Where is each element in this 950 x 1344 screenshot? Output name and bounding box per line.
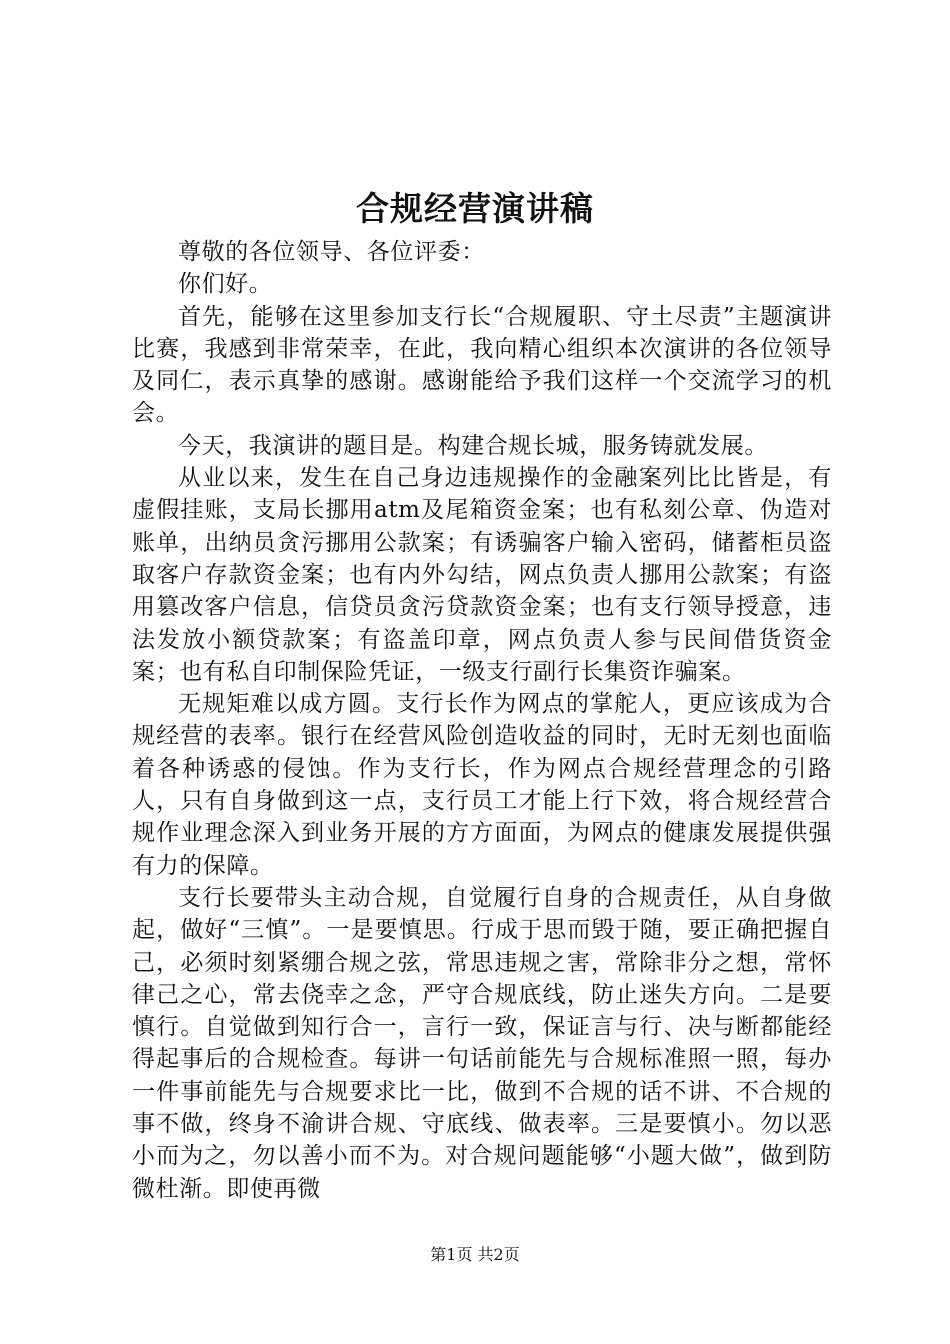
document-body (132, 236, 832, 1205)
document-title: 合规经营演讲稿 (356, 189, 594, 228)
greeting: 你们好。 (178, 271, 273, 298)
paragraph: 今天，我演讲的题目是。构建合规长城，服务铸就发展。 (178, 432, 768, 459)
page-number-footer: 第1页 共2页 (430, 1245, 520, 1264)
paragraph: 首先，能够在这里参加支行长“合规履职、守土尽责”主题演讲比赛，我感到非常荣幸，在此，我向精心组织本次演讲的各位领导及同仁，表示真挚的感谢。感谢能给予我们这样一个交流学习的机会。 (132, 303, 832, 427)
paragraph: 无规矩难以成方圆。支行长作为网点的掌舵人，更应该成为合规经营的表率。银行在经营风险创造收益的同时，无时无刻也面临着各种诱惑的侵蚀。作为支行长，作为网点合规经营理念的引路人，只有自身做到这一点，支行员工才能上行下效，将合规经营合规作业理念深入到业务开展的方方面面，为网点的健康发展提供强有力的保障。 (132, 691, 832, 879)
salutation: 尊敬的各位领导、各位评委： (178, 239, 485, 265)
paragraph: 支行长要带头主动合规，自觉履行自身的合规责任，从自身做起，做好“三慎”。一是要慎思。行成于思而毁于随，要正确把握自己，必须时刻紧绷合规之弦，常思违规之害，常除非分之想，常怀律己之心，常去侥幸之念，严守合规底线，防止迷失方向。二是要慎行。自觉做到知行合一，言行一致，保证言与行、决与断都能经得起事后的合规检查。每讲一句话前能先与合规标准照一照，每办一件事前能先与合规要求比一比，做到不合规的话不讲、不合规的事不做，终身不渝讲合规、守底线、做表率。三是要慎小。勿以恶小而为之，勿以善小而不为。对合规问题能够“小题大做”，做到防微杜渐。即使再微 (132, 884, 832, 1202)
paragraph: 从业以来，发生在自己身边违规操作的金融案列比比皆是，有虚假挂账，支局长挪用atm及尾箱资金案；也有私刻公章、伪造对账单，出纳员贪污挪用公款案；有诱骗客户输入密码，储蓄柜员盗取客户存款资金案；也有内外勾结，网点负责人挪用公款案；有盗用篡改客户信息，信贷员贪污贷款资金案；也有支行领导授意，违法发放小额贷款案；有盗盖印章，网点负责人参与民间借货资金案；也有私自印制保险凭证，一级支行副行长集资诈骗案。 (132, 465, 832, 685)
